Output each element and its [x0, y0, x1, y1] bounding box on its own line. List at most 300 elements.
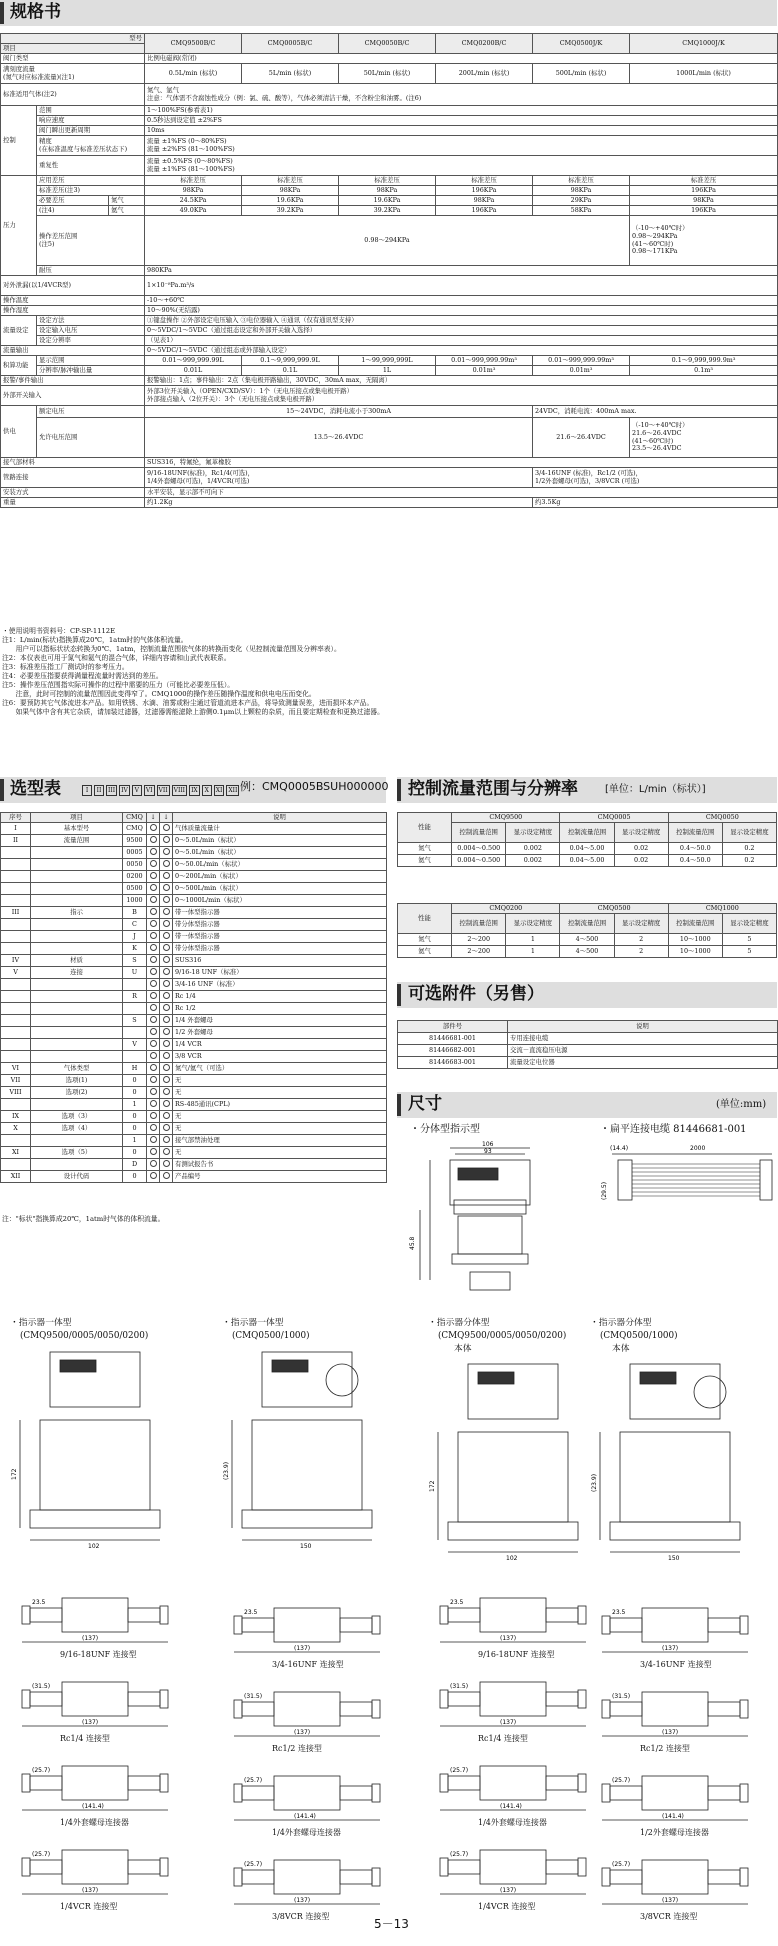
option-circle [163, 824, 170, 831]
dim-side: (31.5) [450, 1683, 469, 1690]
option-circle [163, 1112, 170, 1119]
selection-row [1, 967, 387, 979]
option-circle [150, 968, 157, 975]
selection-row [1, 919, 387, 931]
selection-cell [160, 1159, 173, 1171]
selection-cell [147, 991, 160, 1003]
selection-cell [160, 1087, 173, 1099]
dims-header-mark [397, 1094, 401, 1116]
option-circle [150, 1004, 157, 1011]
range-value: 2 [614, 934, 668, 946]
spec-note: 注6：要预防其它气体流进本产品。如用铁锈、水滴、油雾或粉尘通过管道流进本产品，将导致测量误差，进而损坏本产品。 [2, 698, 374, 707]
spec-value: 196KPa [630, 206, 778, 216]
selection-note: 注："标状"指换算成20℃，1atm时气体的体积流量。 [2, 1215, 165, 1223]
selection-cell [147, 931, 160, 943]
dim-length: (141.4) [662, 1813, 684, 1820]
option-circle [163, 1016, 170, 1023]
selection-cell [147, 1075, 160, 1087]
selection-cell [160, 955, 173, 967]
selection-cell: 气体质量流量计 [173, 823, 387, 835]
selection-cell: U [123, 967, 147, 979]
spec-value: 19.6KPa [242, 196, 339, 206]
spec-label: (注4) [37, 206, 109, 216]
selection-cell: RS-485通讯(CPL) [173, 1099, 387, 1111]
spec-label: 外部开关输入 [1, 386, 145, 406]
selection-cell [160, 895, 173, 907]
spec-value: 标准差压 [145, 176, 242, 186]
selection-cell: 带一体型指示器 [173, 907, 387, 919]
spec-value: 98KPa [242, 186, 339, 196]
selection-cell [147, 943, 160, 955]
dim-height: (23.9) [223, 1461, 230, 1480]
dim-side: (25.7) [32, 1767, 51, 1774]
dim-side: (31.5) [244, 1693, 263, 1700]
connection-label: 9/16-18UNF 连接型 [478, 1650, 555, 1659]
connection-drawing [10, 1758, 180, 1820]
selection-cell [160, 847, 173, 859]
dim-side: (25.7) [32, 1851, 51, 1858]
spec-value: 196KPa [436, 186, 533, 196]
spec-value: 50L/min (标状) [339, 64, 436, 84]
connection-drawing [590, 1684, 760, 1746]
spec-value: 0.1～9,999,999.9L [242, 356, 339, 366]
selection-cell: 1000 [123, 895, 147, 907]
selection-cell: B [123, 907, 147, 919]
selection-cell: 无 [173, 1087, 387, 1099]
dim-side: 23.5 [244, 1609, 258, 1616]
dims-unit: (单位:mm) [716, 1099, 767, 1110]
dim-29-5: (29.5) [601, 1181, 608, 1200]
range-value: 0.04～5.00 [560, 855, 614, 867]
selection-cell: 选项（3） [31, 1111, 123, 1123]
spec-value: 1000L/min (标状) [630, 64, 778, 84]
spec-label: 设定分辨率 [37, 336, 145, 346]
spec-value: 13.5～26.4VDC [145, 418, 533, 458]
dim-14-4: (14.4) [610, 1145, 629, 1152]
selection-cell [1, 943, 31, 955]
dim-side: 23.5 [612, 1609, 626, 1616]
spec-label: 耐压 [37, 266, 145, 276]
option-circle [150, 1124, 157, 1131]
spec-row [1, 196, 778, 206]
spec-value: 0～5VDC/1～5VDC（通过组态或外部输入设定） [145, 346, 778, 356]
selection-cell: C [123, 919, 147, 931]
spec-row [1, 64, 778, 84]
option-circle [150, 908, 157, 915]
option-circle [163, 1172, 170, 1179]
spec-label: 报警/事件输出 [1, 376, 145, 386]
spec-value: 196KPa [630, 186, 778, 196]
selection-row [1, 895, 387, 907]
selection-row [1, 1015, 387, 1027]
spec-value: 标准差压 [533, 176, 630, 186]
selection-cell [160, 1063, 173, 1075]
connection-label: 1/4VCR 连接型 [478, 1902, 536, 1911]
selection-row [1, 931, 387, 943]
connection-drawing [10, 1842, 180, 1904]
connection-label: 3/8VCR 连接型 [640, 1912, 698, 1921]
spec-value: 比例电磁阀(常闭) [145, 54, 778, 64]
range-value: 0.02 [614, 843, 668, 855]
selection-cell: I [1, 823, 31, 835]
spec-value: 0～5VDC/1～5VDC（通过组态设定和外部开关输入选择） [145, 326, 778, 336]
spec-value: 1～100%FS(参看表1) [145, 106, 778, 116]
spec-row [1, 366, 778, 376]
selection-cell [31, 1135, 123, 1147]
spec-value: 0.1L [242, 366, 339, 376]
range-subheader: 控制流量范围 [452, 823, 506, 843]
page-number: 5－13 [374, 1917, 409, 1931]
dim-height: (23.9) [591, 1473, 598, 1492]
spec-group-label: 控制 [1, 106, 37, 176]
selection-cell: 无 [173, 1147, 387, 1159]
spec-note: 注1：L/min(标状)指换算成20℃，1atm时的气体体积流量。 [2, 635, 188, 644]
spec-value: 标准差压 [436, 176, 533, 186]
spec-value: 98KPa [339, 186, 436, 196]
selection-cell [1, 847, 31, 859]
selection-cell [1, 991, 31, 1003]
connection-drawing [590, 1600, 760, 1662]
selection-cell [147, 895, 160, 907]
spec-note: 注意，此时可控制的流量范围因此变得窄了。CMQ1000的操作差压随操作温度和供电电压而变化。 [2, 689, 316, 698]
accessories-title: 可选附件（另售） [408, 984, 544, 1004]
col-c-title: ・指示器分体型 [428, 1318, 490, 1328]
code-box: VI [145, 787, 153, 794]
dim-side: (31.5) [612, 1693, 631, 1700]
option-circle [163, 896, 170, 903]
option-circle [163, 956, 170, 963]
spec-value: ①键盘操作 ②外部设定电压输入 ③电位器输入 ④通讯（仅有通讯型支持） [145, 316, 778, 326]
selection-cell [1, 1051, 31, 1063]
dim-2000: 2000 [690, 1145, 706, 1152]
dim-width: 102 [506, 1555, 518, 1562]
dim-length: (137) [500, 1719, 517, 1726]
spec-label: 接气部材料 [1, 458, 145, 468]
spec-header-mark [0, 2, 4, 24]
selection-cell: Rc 1/2 [173, 1003, 387, 1015]
selection-cell [123, 1051, 147, 1063]
option-circle [150, 1112, 157, 1119]
indicator-drawing [410, 1140, 560, 1300]
spec-label: 额定电压 [37, 406, 145, 418]
connection-label: Rc1/4 连接型 [478, 1734, 528, 1743]
connection-drawing [428, 1842, 598, 1904]
selection-cell [147, 859, 160, 871]
body-drawing-a [10, 1350, 180, 1550]
connection-label: Rc1/4 连接型 [60, 1734, 110, 1743]
selection-header: ↓ [147, 813, 160, 823]
selection-header: 说明 [173, 813, 387, 823]
spec-title: 规格书 [10, 2, 61, 22]
selection-cell [147, 1147, 160, 1159]
spec-sublabel: 氦气 [109, 206, 145, 216]
selection-row [1, 1171, 387, 1183]
selection-cell: 1/4 VCR [173, 1039, 387, 1051]
spec-value: 0.01～999,999.99L [145, 356, 242, 366]
spec-note: 注3：标准差压指工厂测试时的参考压力。 [2, 662, 129, 671]
spec-label: 流量输出 [1, 346, 145, 356]
col-c-body: 本体 [454, 1344, 472, 1354]
spec-label: 管路连接 [1, 468, 145, 488]
option-circle [150, 1100, 157, 1107]
selection-cell [160, 967, 173, 979]
range-subheader: 显示设定精度 [722, 914, 776, 934]
spec-value: 0.01L [145, 366, 242, 376]
spec-row [1, 126, 778, 136]
selection-title: 选型表 [10, 779, 61, 799]
spec-value: 29KPa [533, 196, 630, 206]
dim-length: (141.4) [500, 1803, 522, 1810]
spec-row [1, 176, 778, 186]
range-value: 0.002 [506, 855, 560, 867]
col-d-title: ・指示器分体型 [590, 1318, 652, 1328]
spec-value: 10ms [145, 126, 778, 136]
spec-row [1, 54, 778, 64]
selection-cell [147, 1099, 160, 1111]
range-unit: [单位：L/min（标状）] [605, 784, 706, 795]
selection-cell: IV [1, 955, 31, 967]
spec-label: 操作湿度 [1, 306, 145, 316]
spec-row [1, 326, 778, 336]
dim-length: (137) [82, 1719, 99, 1726]
range-table-1 [397, 812, 777, 867]
acc-part-number: 81446682-001 [398, 1045, 508, 1057]
spec-value: 200L/min (标状) [436, 64, 533, 84]
spec-group-label: 流量设定 [1, 316, 37, 346]
selection-cell [31, 931, 123, 943]
connection-drawing [428, 1590, 598, 1652]
spec-value: 0.5L/min (标状) [145, 64, 242, 84]
dim-length: (137) [294, 1645, 311, 1652]
dim-length: (137) [82, 1635, 99, 1642]
option-circle [150, 824, 157, 831]
range-value: 4～500 [560, 934, 614, 946]
col-a-models: (CMQ9500/0005/0050/0200) [20, 1331, 149, 1341]
selection-cell: 1 [123, 1135, 147, 1147]
connection-label: 1/2外套螺母连接器 [640, 1828, 709, 1837]
selection-cell: XI [1, 1147, 31, 1159]
selection-cell [160, 1015, 173, 1027]
option-circle [150, 836, 157, 843]
model-1: CMQ0005B/C [242, 34, 339, 54]
selection-cell: S [123, 1015, 147, 1027]
selection-cell: CMQ [123, 823, 147, 835]
selection-cell [147, 1159, 160, 1171]
selection-cell: 无 [173, 1075, 387, 1087]
option-circle [163, 980, 170, 987]
spec-value: 标准差压 [630, 176, 778, 186]
accessories-table [397, 1020, 778, 1069]
selection-cell: 1/2 外套螺母 [173, 1027, 387, 1039]
selection-cell [1, 859, 31, 871]
dim-length: (137) [294, 1897, 311, 1904]
dim-length: (137) [500, 1887, 517, 1894]
selection-cell: IX [1, 1111, 31, 1123]
spec-value: 报警输出：1点；事件输出：2点（集电极开路输出，30VDC，30mA max，无隔离） [145, 376, 778, 386]
spec-value: 0.01～999,999.99m³ [436, 356, 533, 366]
selection-table [0, 812, 387, 1183]
acc-description: 专用连接电缆 [508, 1033, 778, 1045]
spec-row [1, 276, 778, 296]
dim-width: 102 [88, 1543, 100, 1550]
spec-header-bar [0, 0, 777, 26]
spec-value: 0.01～999,999.99m³ [533, 356, 630, 366]
selection-cell: 0 [123, 1171, 147, 1183]
selection-cell [31, 883, 123, 895]
spec-group-label: 压力 [1, 176, 37, 276]
selection-row [1, 883, 387, 895]
spec-label: 标准差压(注3) [37, 186, 145, 196]
option-circle [163, 1076, 170, 1083]
acc-part-number: 81446683-001 [398, 1057, 508, 1069]
spec-row [1, 306, 778, 316]
selection-cell: V [123, 1039, 147, 1051]
sep-indicator-label: ・分体型指示型 [410, 1124, 480, 1135]
dim-side: (25.7) [612, 1777, 631, 1784]
spec-value: 21.6～26.4VDC [533, 418, 630, 458]
selection-cell: 0 [123, 1087, 147, 1099]
spec-label: 操作差压范围 (注5) [37, 216, 145, 266]
selection-cell: 0 [123, 1147, 147, 1159]
spec-label: 设定输入电压 [37, 326, 145, 336]
selection-cell [1, 931, 31, 943]
selection-row [1, 835, 387, 847]
selection-cell [160, 883, 173, 895]
option-circle [163, 908, 170, 915]
selection-cell [147, 847, 160, 859]
spec-value: 980KPa [145, 266, 778, 276]
selection-cell [160, 919, 173, 931]
code-box: IV [121, 787, 128, 794]
selection-cell: K [123, 943, 147, 955]
selection-cell: VIII [1, 1087, 31, 1099]
selection-cell [160, 1135, 173, 1147]
selection-cell [1, 919, 31, 931]
spec-row [1, 84, 778, 106]
spec-value: 98KPa [145, 186, 242, 196]
code-box: VII [158, 787, 168, 794]
range-value: 0.004～0.500 [452, 843, 506, 855]
range-corner: 性能 [398, 904, 452, 934]
selection-cell: 0005 [123, 847, 147, 859]
selection-row [1, 1039, 387, 1051]
selection-row [1, 1063, 387, 1075]
selection-cell [31, 1159, 123, 1171]
selection-row [1, 1075, 387, 1087]
range-value: 0.4～50.0 [668, 855, 722, 867]
spec-value: 1～99,999,999L [339, 356, 436, 366]
col-d-models: (CMQ0500/1000) [600, 1331, 678, 1341]
option-circle [150, 1028, 157, 1035]
selection-cell [160, 1147, 173, 1159]
spec-row [1, 376, 778, 386]
spec-label: 精度 (在标准温度与标准差压状态下) [37, 136, 145, 156]
col-b-models: (CMQ0500/1000) [232, 1331, 310, 1341]
spec-row [1, 346, 778, 356]
code-box: X [202, 785, 212, 796]
spec-row [1, 216, 778, 266]
spec-note: 如果气体中含有其它杂质，请加装过滤器，过滤器需能滤除上游侧0.1μm以上颗粒的杂质，而且要定期检查和更换过滤器。 [2, 707, 384, 716]
selection-cell: VI [1, 1063, 31, 1075]
selection-cell: 带分体型指示器 [173, 919, 387, 931]
dim-length: (137) [82, 1887, 99, 1894]
spec-label: 应用差压 [37, 176, 145, 186]
selection-cell [31, 1027, 123, 1039]
dim-height: 172 [11, 1468, 18, 1480]
selection-cell [147, 1111, 160, 1123]
option-circle [163, 1028, 170, 1035]
selection-cell [31, 895, 123, 907]
selection-cell [160, 931, 173, 943]
connection-label: 1/4外套螺母连接器 [272, 1828, 341, 1837]
option-circle [150, 920, 157, 927]
spec-label: 阀门瞬出更新周期 [37, 126, 145, 136]
range-gas: 氮气 [398, 843, 452, 855]
spec-row [1, 488, 778, 498]
dim-45-8: 45.8 [409, 1236, 416, 1250]
selection-cell [1, 1159, 31, 1171]
range-subheader: 显示设定精度 [614, 823, 668, 843]
selection-cell [31, 1051, 123, 1063]
selection-cell [31, 919, 123, 931]
model-3: CMQ0200B/C [436, 34, 533, 54]
spec-value: 1×10⁻⁸Pa.m³/s [145, 276, 778, 296]
selection-row [1, 907, 387, 919]
selection-example: 例：CMQ0005BSUH000000 [240, 780, 389, 793]
selection-cell [147, 967, 160, 979]
option-circle [163, 1064, 170, 1071]
selection-cell: 选项(2) [31, 1087, 123, 1099]
selection-cell [147, 1171, 160, 1183]
selection-cell [147, 955, 160, 967]
spec-row [1, 386, 778, 406]
range-value: 0.004～0.500 [452, 855, 506, 867]
selection-cell: 选项(1) [31, 1075, 123, 1087]
spec-value: 24VDC，消耗电流：400mA max. [533, 406, 778, 418]
option-circle [150, 1016, 157, 1023]
range-value: 5 [722, 934, 776, 946]
selection-row [1, 1147, 387, 1159]
selection-row [1, 991, 387, 1003]
range-gas: 氮气 [398, 934, 452, 946]
selection-cell: 连接 [31, 967, 123, 979]
selection-cell: H [123, 1063, 147, 1075]
option-circle [150, 1148, 157, 1155]
selection-cell [1, 1135, 31, 1147]
selection-row [1, 1087, 387, 1099]
option-circle [163, 848, 170, 855]
connection-drawing [222, 1852, 392, 1914]
spec-label: 分辨率/脉冲输出量 [37, 366, 145, 376]
option-circle [163, 944, 170, 951]
selection-cell [1, 1015, 31, 1027]
range-table-2 [397, 903, 777, 958]
selection-cell: XII [1, 1171, 31, 1183]
range-gas: 氦气 [398, 855, 452, 867]
body-drawing-c [428, 1362, 598, 1562]
body-drawing-b [222, 1350, 392, 1550]
range-model: CMQ0005 [560, 813, 668, 823]
connection-label: Rc1/2 连接型 [640, 1744, 690, 1753]
selection-cell [160, 943, 173, 955]
selection-cell: 产品编号 [173, 1171, 387, 1183]
spec-value: 5L/min (标状) [242, 64, 339, 84]
option-circle [163, 1088, 170, 1095]
model-0: CMQ9500B/C [145, 34, 242, 54]
spec-value: 98KPa [630, 196, 778, 206]
connection-drawing [590, 1852, 760, 1914]
selection-cell [147, 871, 160, 883]
